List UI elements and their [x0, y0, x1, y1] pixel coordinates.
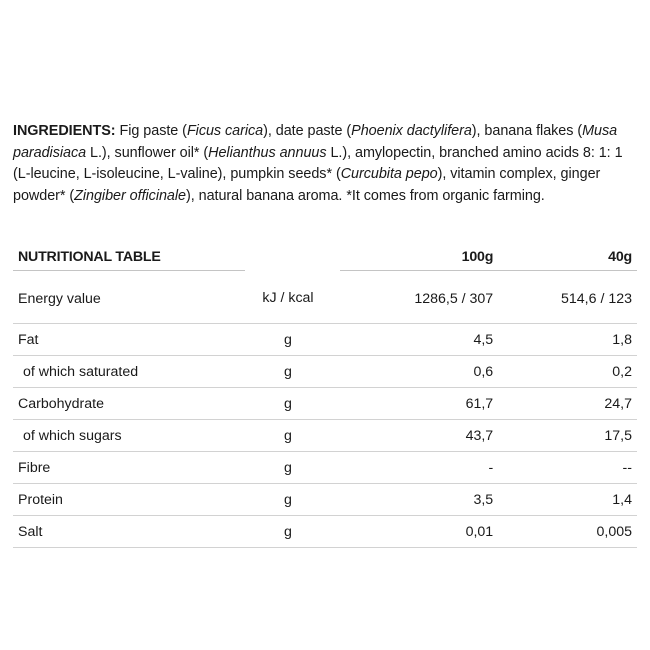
nutrient-name: Protein [13, 484, 245, 516]
nutrition-row [13, 452, 637, 484]
nutrient-unit-cell [245, 516, 340, 548]
nutrient-name: Fat [13, 324, 245, 356]
nutrition-row [13, 324, 637, 356]
ingredient-text-segment: L.), amylopectin, branched amino acids 8: 1: 1 (L-leucine, L-isoleucine, L-valine), pumpkin seeds* ( [13, 144, 623, 183]
nutrient-name: of which saturated [13, 356, 245, 388]
nutrition-table-header-row [13, 244, 637, 271]
nutrient-unit-cell [245, 324, 340, 356]
species-name: Curcubita pepo [340, 166, 438, 183]
nutrient-unit: g [284, 523, 292, 540]
nutrient-unit: g [284, 491, 292, 508]
nutrition-row [13, 271, 637, 324]
value-per-100g: - [340, 452, 498, 484]
value-per-40g: 514,6 / 123 [498, 271, 637, 324]
nutrient-name: Carbohydrate [13, 388, 245, 420]
nutrition-table-title: NUTRITIONAL TABLE [13, 244, 245, 271]
value-per-100g: 4,5 [340, 324, 498, 356]
ingredient-text-segment: ), natural banana aroma. *It comes from organic farming. [185, 187, 545, 204]
nutrition-row [13, 516, 637, 548]
value-per-40g: 0,2 [498, 356, 637, 388]
per-100g-column-header: 100g [340, 244, 498, 271]
nutrient-name: Salt [13, 516, 245, 548]
nutrient-name: of which sugars [13, 420, 245, 452]
nutrient-unit: kJ / kcal [262, 290, 314, 307]
unit-column-header [245, 244, 340, 271]
ingredient-text-segment: Fig paste ( [115, 123, 187, 139]
nutrient-unit: g [284, 459, 292, 476]
nutrition-table [13, 244, 637, 548]
value-per-100g: 0,01 [340, 516, 498, 548]
value-per-100g: 43,7 [340, 420, 498, 452]
value-per-40g: 1,4 [498, 484, 637, 516]
nutrient-name: Fibre [13, 452, 245, 484]
nutrition-row [13, 420, 637, 452]
species-name: Phoenix dactylifera [351, 123, 472, 139]
ingredient-text-segment: ), date paste ( [263, 123, 352, 139]
value-per-100g: 1286,5 / 307 [340, 271, 498, 324]
nutrient-unit-cell [245, 484, 340, 516]
nutrition-row [13, 356, 637, 388]
ingredients-paragraph [13, 121, 638, 207]
species-name: Ficus carica [186, 123, 264, 139]
nutrition-row [13, 484, 637, 516]
value-per-40g: 24,7 [498, 388, 637, 420]
species-name: Musa paradisiaca [13, 123, 618, 161]
nutrient-name: Energy value [13, 271, 245, 324]
value-per-40g: 0,005 [498, 516, 637, 548]
nutrient-unit-cell [245, 420, 340, 452]
value-per-100g: 3,5 [340, 484, 498, 516]
species-name: Helianthus annuus [208, 144, 327, 161]
nutrient-unit: g [284, 427, 292, 444]
value-per-100g: 0,6 [340, 356, 498, 388]
per-40g-column-header: 40g [498, 244, 637, 271]
value-per-40g: 17,5 [498, 420, 637, 452]
nutrient-unit-cell [245, 356, 340, 388]
nutrient-unit-cell [245, 271, 340, 324]
species-name: Zingiber officinale [74, 187, 186, 204]
nutrient-unit: g [284, 331, 292, 348]
value-per-40g: -- [498, 452, 637, 484]
nutrient-unit-cell [245, 388, 340, 420]
nutrition-row [13, 388, 637, 420]
nutrient-unit: g [284, 363, 292, 380]
ingredient-text-segment: ), banana flakes ( [471, 123, 583, 139]
nutrition-table-body [13, 271, 637, 548]
value-per-100g: 61,7 [340, 388, 498, 420]
ingredient-text-segment: ), vitamin complex, ginger powder* ( [13, 166, 601, 204]
value-per-40g: 1,8 [498, 324, 637, 356]
ingredient-text-segment: L.), sunflower oil* ( [86, 144, 209, 161]
ingredients-heading: INGREDIENTS: [13, 123, 116, 139]
nutrient-unit: g [284, 395, 292, 412]
nutrient-unit-cell [245, 452, 340, 484]
